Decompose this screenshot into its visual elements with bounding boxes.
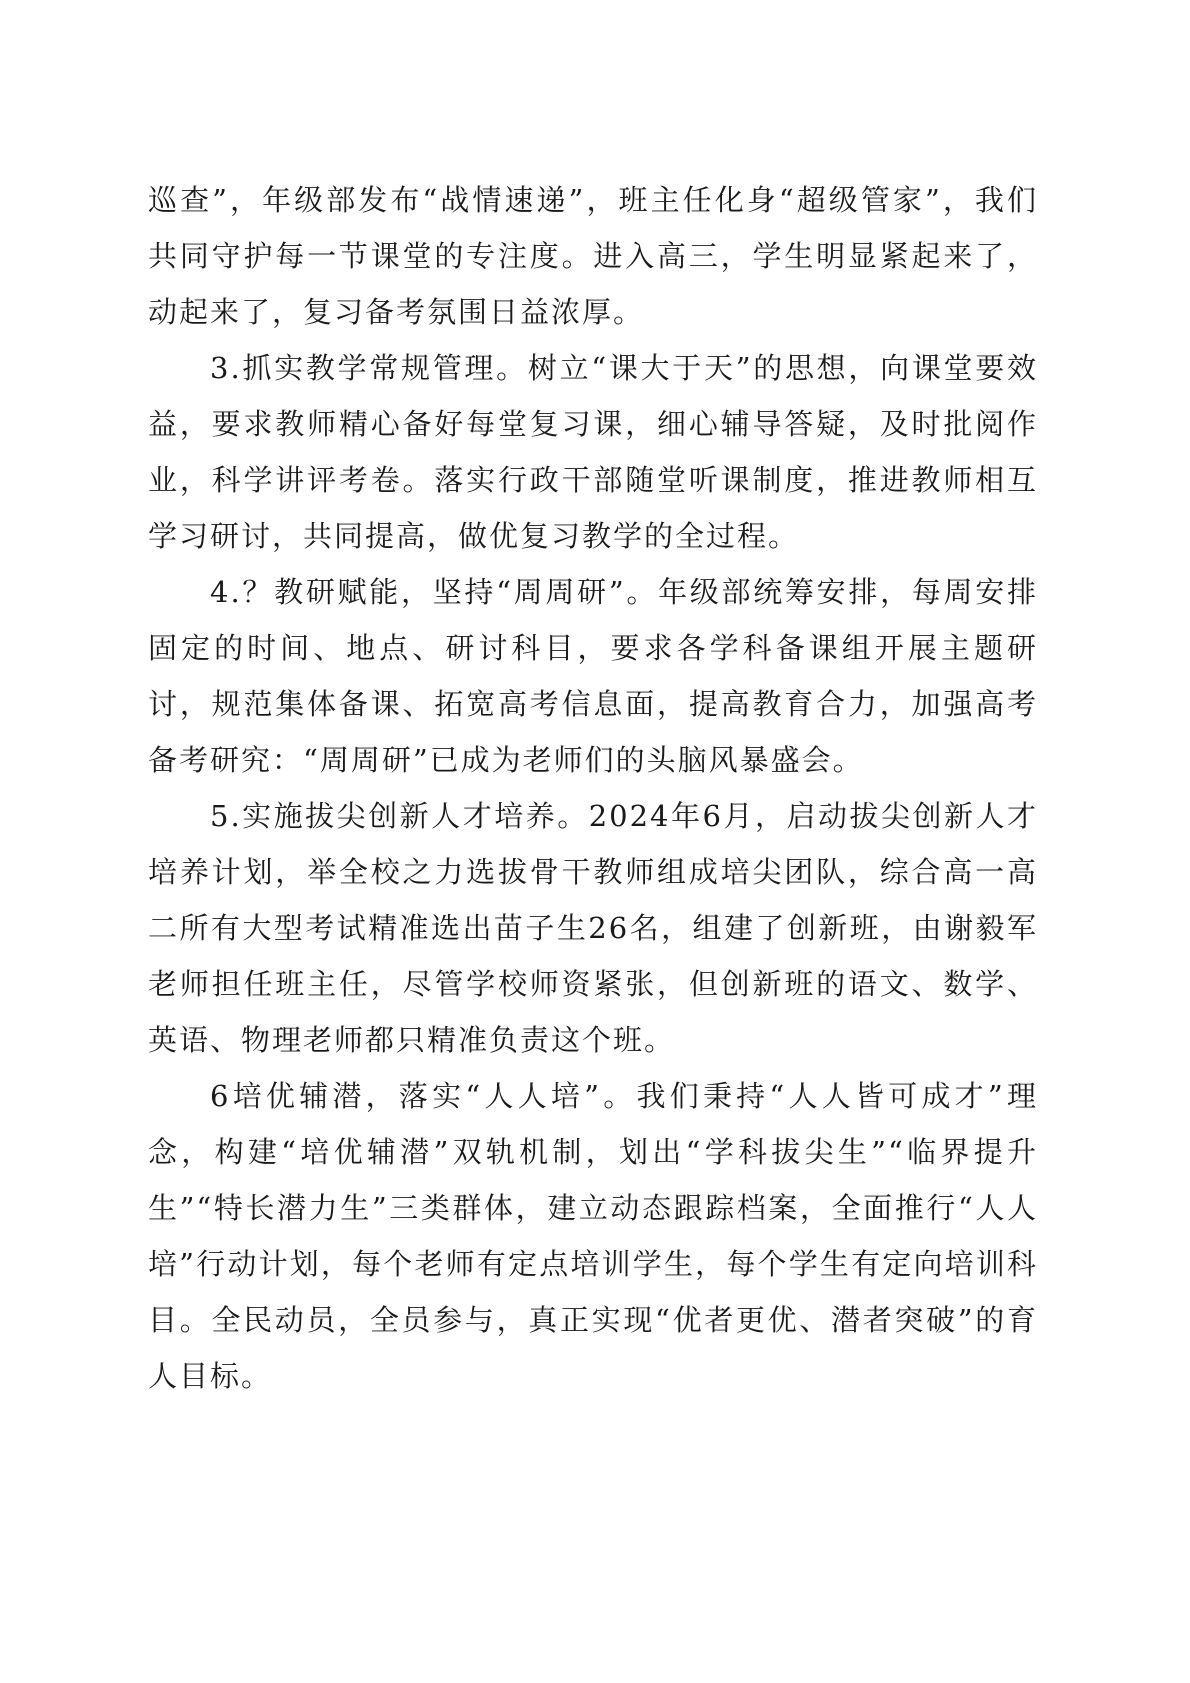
paragraph-continuation: 巡查”，年级部发布“战情速递”，班主任化身“超级管家”，我们共同守护每一节课堂的专注度。进入高三，学生明显紧起来了，动起来了，复习备考氛围日益浓厚。 (148, 183, 1038, 329)
paragraph-teaching-routine: 3.抓实教学常规管理。树立“课大于天”的思想，向课堂要效益，要求教师精心备好每堂复习课，细心辅导答疑，及时批阅作业，科学讲评考卷。落实行政干部随堂听课制度，推进教师相互学习研讨，共同提高，做优复习教学的全过程。 (148, 351, 1038, 553)
paragraph-top-talent: 5.实施拔尖创新人才培养。2024年6月，启动拔尖创新人才培养计划，举全校之力选拔骨干教师组成培尖团队，综合高一高二所有大型考试精准选出苗子生26名，组建了创新班，由谢毅军老师担任班主任，尽管学校师资紧张，但创新班的语文、数学、英语、物理老师都只精准负责这个班。 (148, 799, 1038, 1057)
paragraph-weekly-research: 4.？教研赋能，坚持“周周研”。年级部统筹安排，每周安排固定的时间、地点、研讨科目，要求各学科备课组开展主题研讨，规范集体备课、拓宽高考信息面，提高教育合力，加强高考备考研究：“周周研”已成为老师们的头脑风暴盛会。 (148, 575, 1038, 777)
document-body (148, 172, 1038, 1404)
paragraph-everyone-training: 6培优辅潜，落实“人人培”。我们秉持“人人皆可成才”理念，构建“培优辅潜”双轨机制，划出“学科拔尖生”“临界提升生”“特长潜力生”三类群体，建立动态跟踪档案，全面推行“人人培”行动计划，每个老师有定点培训学生，每个学生有定向培训科目。全民动员，全员参与，真正实现“优者更优、潜者突破”的育人目标。 (148, 1079, 1038, 1393)
